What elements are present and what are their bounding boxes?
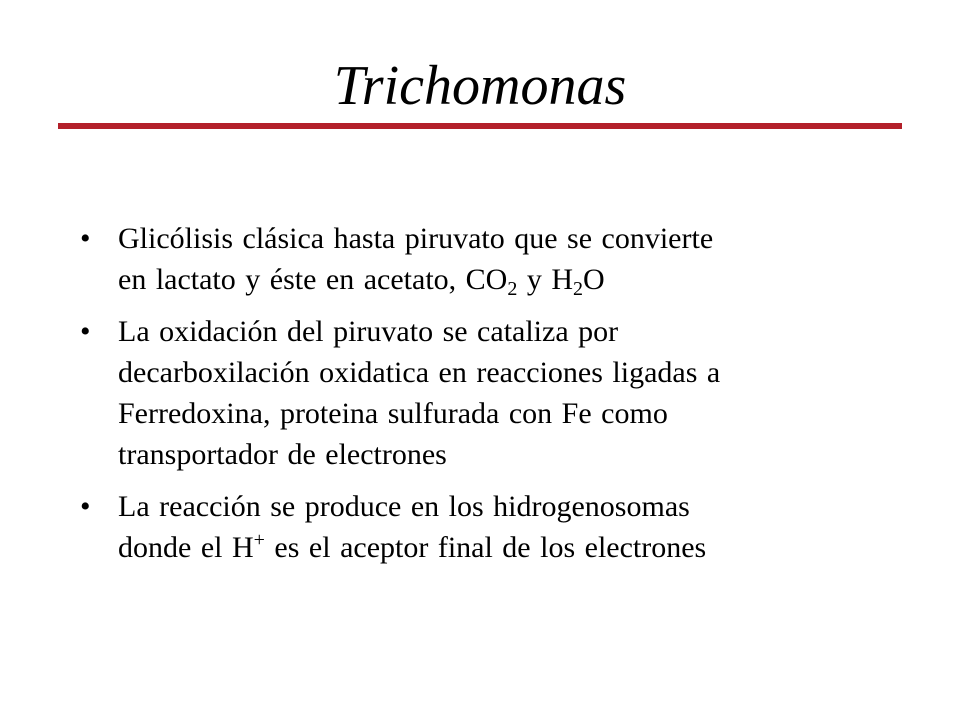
bullet-text: es el aceptor final de los electrones <box>264 531 707 564</box>
bullet-item-oxidation <box>80 311 880 475</box>
bullet-icon: • <box>80 490 91 523</box>
slide-title: Trichomonas <box>333 55 627 117</box>
bullet-text: en lactato y éste en acetato, CO <box>118 263 508 296</box>
bullet-list <box>80 218 880 579</box>
superscript: + <box>253 529 265 551</box>
bullet-line: La reacción se produce en los hidrogenosomas <box>118 490 690 523</box>
bullet-item-glycolysis <box>80 218 880 300</box>
bullet-text: O <box>583 263 605 296</box>
bullet-text: y H <box>517 263 574 296</box>
title-divider <box>58 123 902 129</box>
bullet-line: Glicólisis clásica hasta piruvato que se convierte <box>118 222 714 255</box>
subscript: 2 <box>573 278 584 300</box>
bullet-icon: • <box>80 222 91 255</box>
bullet-icon: • <box>80 315 91 348</box>
bullet-text: donde el H <box>118 531 254 564</box>
bullet-item-hydrogenosomes <box>80 486 880 568</box>
bullet-line: decarboxilación oxidatica en reacciones ligadas a <box>118 356 721 389</box>
bullet-line: Ferredoxina, proteina sulfurada con Fe como <box>118 397 668 430</box>
bullet-line <box>118 527 880 568</box>
bullet-line: transportador de electrones <box>118 438 447 471</box>
bullet-line <box>118 259 880 300</box>
bullet-line: La oxidación del piruvato se cataliza por <box>118 315 619 348</box>
subscript: 2 <box>507 278 518 300</box>
